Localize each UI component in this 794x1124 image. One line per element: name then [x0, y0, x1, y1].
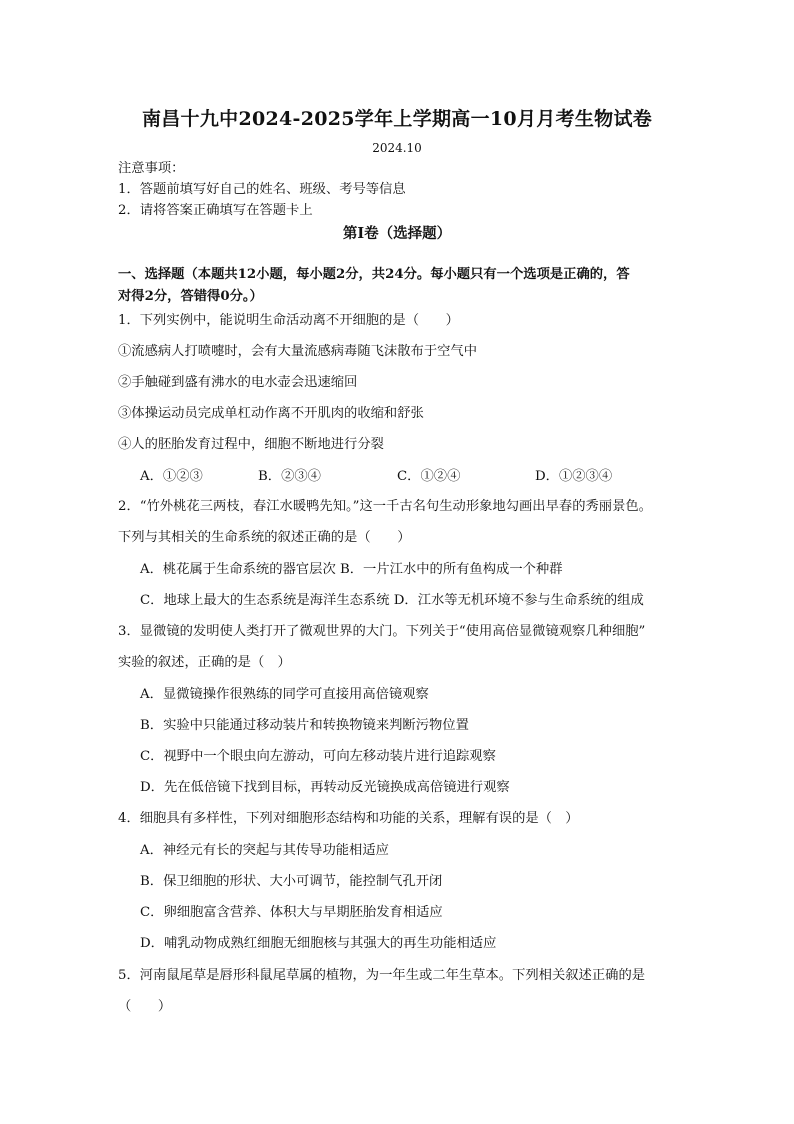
q1-option-c: C．①②④ [397, 469, 461, 484]
q2-stem-line1: 2．“竹外桃花三两枝，春江水暖鸭先知。”这一千古名句生动形象地勾画出早春的秀丽景色。 [118, 499, 652, 514]
q3-option-c: C．视野中一个眼虫向左游动，可向左移动装片进行追踪观察 [140, 749, 496, 764]
q1-option-b: B．②③④ [258, 469, 321, 484]
q3-option-b: B．实验中只能通过移动装片和转换物镜来判断污物位置 [140, 718, 469, 733]
q1-item-3: ③体操运动员完成单杠动作离不开肌肉的收缩和舒张 [118, 406, 424, 421]
notice-item-2: 2．请将答案正确填写在答题卡上 [118, 203, 313, 218]
q5-stem-line1: 5．河南鼠尾草是唇形科鼠尾草属的植物，为一年生或二年生草本。下列相关叙述正确的是 [118, 968, 646, 983]
q4-stem: 4．细胞具有多样性，下列对细胞形态结构和功能的关系，理解有误的是（ ） [118, 811, 579, 826]
q3-option-d: D．先在低倍镜下找到目标，再转动反光镜换成高倍镜进行观察 [140, 780, 510, 795]
q4-option-c: C．卵细胞富含营养、体积大与早期胚胎发育相适应 [140, 905, 443, 920]
q4-option-d: D．哺乳动物成熟红细胞无细胞核与其强大的再生功能相适应 [140, 936, 497, 951]
q5-stem-line2: （ ） [118, 999, 172, 1014]
q3-stem-line2: 实验的叙述，正确的是（ ） [118, 655, 291, 670]
notice-heading: 注意事项： [118, 161, 185, 176]
q1-option-a: A．①②③ [140, 469, 203, 484]
volume-title: 第I卷（选择题） [342, 225, 452, 242]
q2-options-line2: C．地球上最大的生态系统是海洋生态系统 D．江水等无机环境不参与生命系统的组成 [140, 593, 644, 608]
q4-option-a: A．神经元有长的突起与其传导功能相适应 [140, 843, 389, 858]
exam-title: 南昌十九中2024-2025学年上学期高一10月月考生物试卷 [141, 108, 653, 130]
q1-item-1: ①流感病人打喷嚏时，会有大量流感病毒随飞沫散布于空气中 [118, 344, 478, 359]
q1-stem: 1．下列实例中，能说明生命活动离不开细胞的是（ ） [118, 313, 459, 328]
q2-options-line1: A．桃花属于生命系统的器官层次 B．一片江水中的所有鱼构成一个种群 [140, 562, 563, 577]
q3-stem-line1: 3．显微镜的发明使人类打开了微观世界的大门。下列关于“使用高倍显微镜观察几种细胞” [118, 624, 646, 639]
q1-option-d: D．①②③④ [535, 469, 613, 484]
q1-item-4: ④人的胚胎发育过程中，细胞不断地进行分裂 [118, 437, 384, 452]
section1-heading-line1: 一、选择题（本题共12小题，每小题2分，共24分。每小题只有一个选项是正确的，答 [118, 267, 630, 282]
q2-stem-line2: 下列与其相关的生命系统的叙述正确的是（ ） [118, 530, 411, 545]
section1-heading-line2: 对得2分，答错得0分。） [118, 289, 263, 304]
q4-option-b: B．保卫细胞的形状、大小可调节，能控制气孔开闭 [140, 874, 443, 889]
q3-option-a: A．显微镜操作很熟练的同学可直接用高倍镜观察 [140, 687, 429, 702]
q1-item-2: ②手触碰到盛有沸水的电水壶会迅速缩回 [118, 375, 358, 390]
notice-item-1: 1．答题前填写好自己的姓名、班级、考号等信息 [118, 182, 406, 197]
exam-date: 2024.10 [372, 141, 422, 155]
